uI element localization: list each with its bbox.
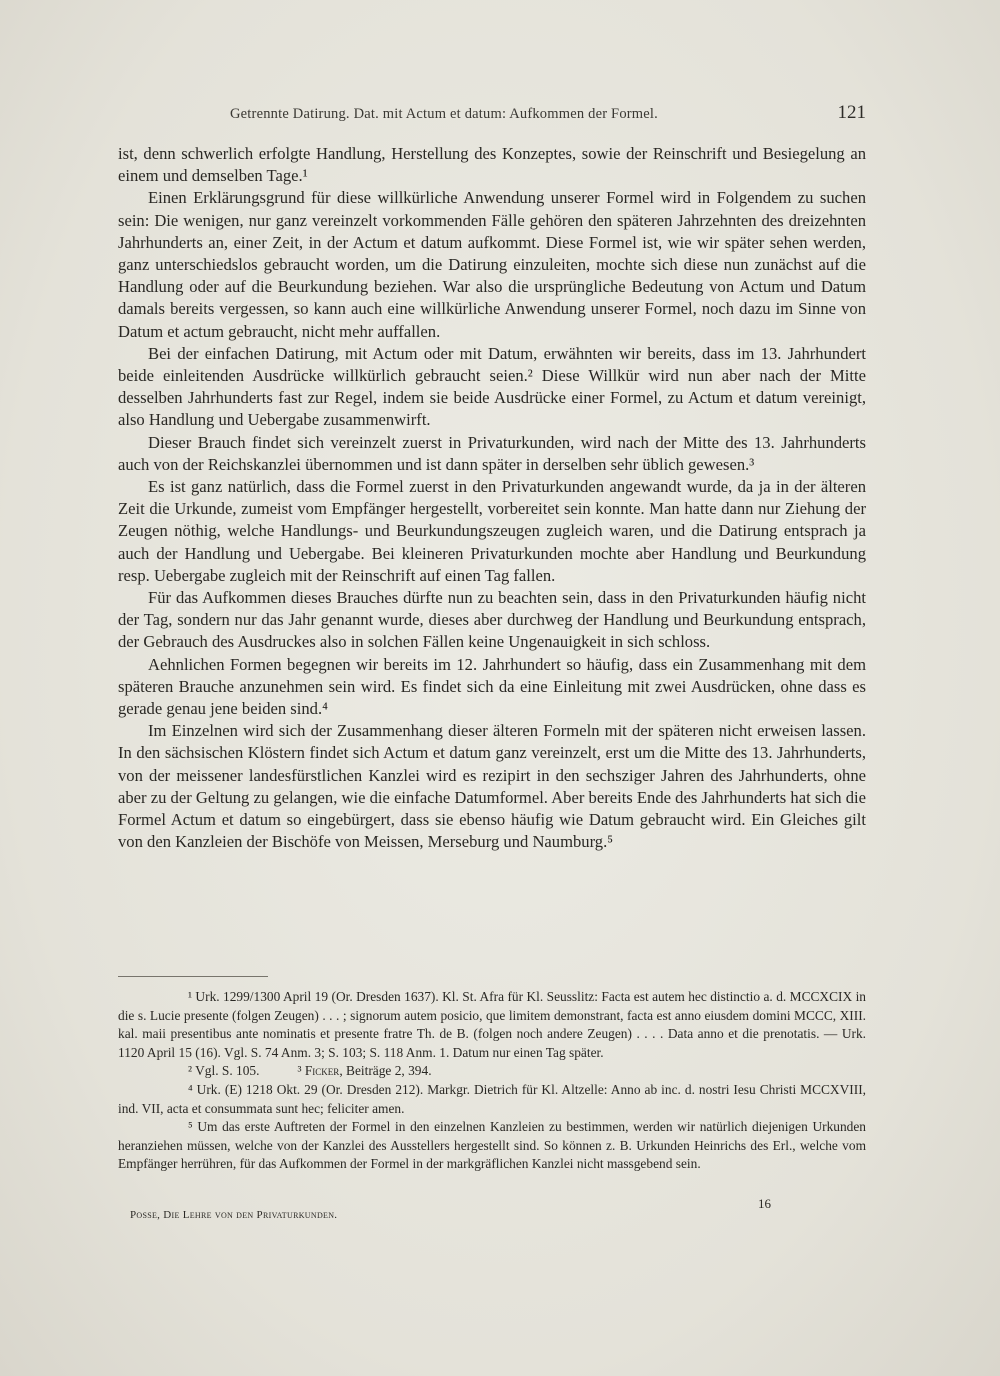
paragraph: Bei der einfachen Datirung, mit Actum oder mit Datum, erwähnten wir bereits, dass im 13. Jahrhundert beide einleitenden Ausdrücke willkürlich gebraucht seien.² Diese Willkür wird nun aber nach der Mitte desselben Jahrhunderts fast zur Regel, indem sie beide Ausdrücke einer Formel, zu Actum et datum vereinigt, also Handlung und Uebergabe zusammenwirft.: [118, 343, 866, 430]
paragraph: ist, denn schwerlich erfolgte Handlung, Herstellung des Konzeptes, sowie der Reinschrift und Besiegelung an einem und demselben Tage.¹: [118, 144, 866, 186]
page-number: 121: [837, 102, 866, 123]
footnote-3: ³ Ficker, Beiträge 2, 394.: [297, 1063, 432, 1079]
paragraph: Dieser Brauch findet sich vereinzelt zuerst in Privaturkunden, wird nach der Mitte des 13. Jahrhunderts auch von der Reichskanzlei übernommen und ist dann später in derselben sehr üblich gewesen.³: [118, 432, 866, 474]
footnote-2: ² Vgl. S. 105.: [188, 1063, 260, 1079]
footnote-divider: [118, 976, 268, 977]
running-head: Getrennte Datirung. Dat. mit Actum et datum: Aufkommen der Formel.: [230, 106, 658, 122]
paragraph: Im Einzelnen wird sich der Zusammenhang dieser älteren Formeln mit der späteren nicht erweisen lassen. In den sächsischen Klöstern findet sich Actum et datum ganz vereinzelt, erst um die Mitte des 13. Jahrhunderts, von der meissener landesfürstlichen Kanzlei wird es rezipirt in den sechsziger Jahren des Jahrhunderts, ohne aber zu der Geltung zu gelangen, wie die einfache Datumformel. Aber bereits Ende des Jahrhunderts hat sich die Formel Actum et datum so eingebürgert, dass sie ebenso häufig wie Datum gebraucht wird. Ein Gleiches gilt von den Kanzleien der Bischöfe von Meissen, Merseburg und Naumburg.⁵: [118, 721, 866, 852]
footnote-3-author: Ficker: [304, 1063, 340, 1079]
footnote-1: ¹ Urk. 1299/1300 April 19 (Or. Dresden 1637). Kl. St. Afra für Kl. Seusslitz: Facta est autem hec distinctio a. d. MCCXCIX in die s. Lucie presente (folgen Zeugen) . . . ; signorum autem posicio, que limitem demonstrant, facta est anno eiusdem domini MCCC, XIII. kal. maii presentibus ante nominatis et presente fratre Th. de B. (folgen noch andere Zeugen) . . . . Data anno et die prenotatis. — Urk. 1120 April 15 (16). Vgl. S. 74 Anm. 3; S. 103; S. 118 Anm. 1. Datum nur einen Tag später.: [118, 989, 866, 1060]
paragraph: Für das Aufkommen dieses Brauches dürfte nun zu beachten sein, dass in den Privaturkunden häufig nicht der Tag, sondern nur das Jahr genannt wurde, dieses aber durchweg der Handlung und Beurkundung entsprach, der Gebrauch des Ausdruckes also in solchen Fällen keine Ungenauigkeit in sich schloss.: [118, 588, 866, 652]
footnotes: [118, 988, 866, 1174]
sheet-number: 16: [758, 1196, 771, 1211]
footnote-4: ⁴ Urk. (E) 1218 Okt. 29 (Or. Dresden 212). Markgr. Dietrich für Kl. Altzelle: Anno ab inc. d. nostri Iesu Christi MCCXVIII, ind. VII, acta et consummata sunt hec; feliciter amen.: [118, 1081, 866, 1116]
printer-signature: Posse, Die Lehre von den Privaturkunden.: [130, 1209, 338, 1221]
signature-line: [118, 1196, 866, 1220]
page-header: [118, 104, 866, 128]
footnote-2-3: [118, 1062, 866, 1081]
main-text: [118, 143, 866, 854]
paragraph: Aehnlichen Formen begegnen wir bereits im 12. Jahrhundert so häufig, dass ein Zusammenhang mit dem späteren Brauche anzunehmen sein wird. Es findet sich da eine Einleitung mit zwei Ausdrücken, ohne dass es gerade genau jene beiden sind.⁴: [118, 654, 866, 719]
paragraph: Es ist ganz natürlich, dass die Formel zuerst in den Privaturkunden angewandt wurde, da ja in der älteren Zeit die Urkunde, zumeist vom Empfänger hergestellt, vorbereitet sein konnte. Man hatte dann nur Ziehung der Zeugen nöthig, welche Handlungs- und Beurkundungszeugen zugleich waren, und die Datirung entsprach ja auch der Handlung und Uebergabe. Bei kleineren Privaturkunden mochte aber Handlung und Beurkundung resp. Uebergabe zugleich mit der Reinschrift auf einen Tag fallen.: [118, 477, 866, 585]
footnote-3-text: , Beiträge 2, 394.: [339, 1063, 432, 1079]
paragraph: Einen Erklärungsgrund für diese willkürliche Anwendung unserer Formel wird in Folgendem zu suchen sein: Die wenigen, nur ganz vereinzelt vorkommenden Fälle gehören den späteren Jahrzehnten des dreizehnten Jahrhunderts an, einer Zeit, in der Actum et datum aufkommt. Diese Formel ist, wie wir später sehen werden, ganz unterschiedslos gebraucht worden, um die Datirung einzuleiten, mochte sich diese nun zunächst auf die Handlung oder auf die Beurkundung beziehen. War also die ursprüngliche Bedeutung von Actum und Datum damals bereits vergessen, so kann auch eine willkürliche Anwendung unserer Formel, noch dazu im Sinne von Datum et actum gebraucht, nicht mehr auffallen.: [118, 188, 866, 341]
footnote-5: ⁵ Um das erste Auftreten der Formel in den einzelnen Kanzleien zu bestimmen, werden wir natürlich diejenigen Urkunden heranziehen müssen, welche von der Kanzlei des Ausstellers hergestellt sind. So können z. B. Urkunden Heinrichs des Erl., welche vom Empfänger herrühren, für das Aufkommen der Formel in der markgräflichen Kanzlei nicht massgebend sein.: [118, 1119, 866, 1172]
